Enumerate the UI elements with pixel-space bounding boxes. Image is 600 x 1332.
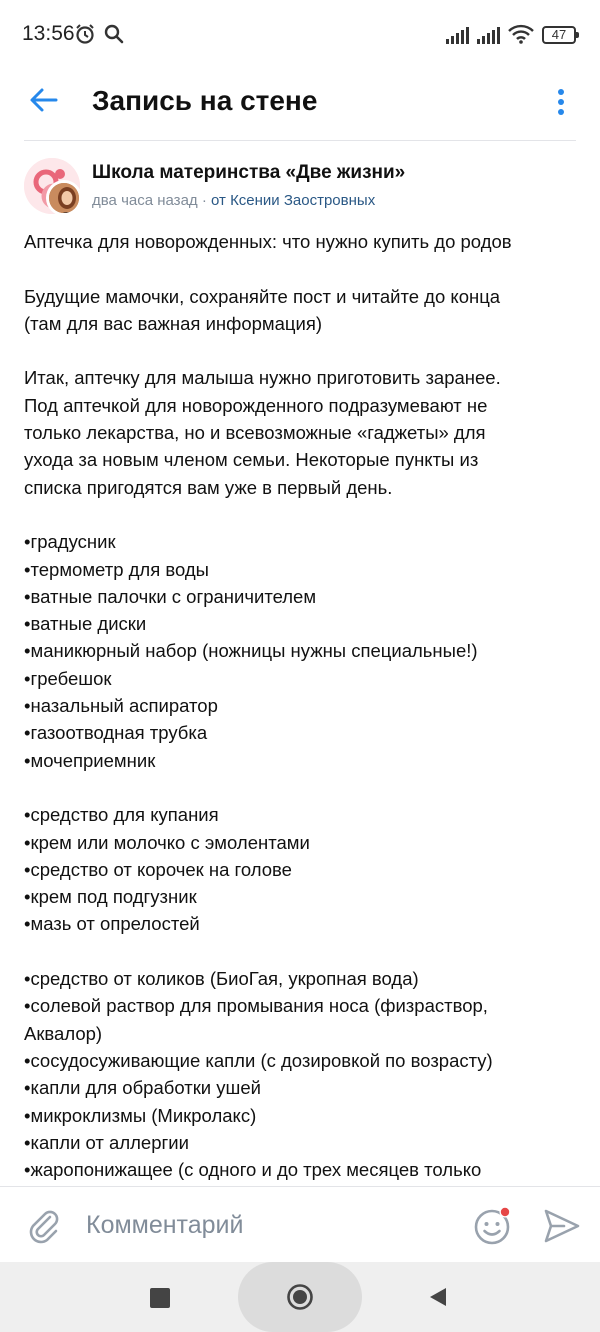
- more-vertical-icon[interactable]: [546, 84, 576, 120]
- post-text-line: •мазь от опрелостей: [24, 913, 200, 935]
- post-text-line: •средство для купания: [24, 804, 219, 826]
- post-text-line: •жаропонижащее (с одного и до трех месяцев только: [24, 1159, 482, 1181]
- post-text-line: Аптечка для новорожденных: что нужно купить до родов: [24, 231, 512, 252]
- post-text-line: •средство от коликов (БиоГая, укропная вода): [24, 968, 419, 990]
- paragraph-gap: [24, 501, 576, 528]
- arrow-left-icon[interactable]: [26, 82, 62, 118]
- paragraph-gap: [24, 255, 576, 282]
- status-bar: [0, 0, 600, 72]
- page-title: Запись на стене: [92, 85, 318, 116]
- post-text-line: •микроклизмы (Микролакс): [24, 1104, 257, 1126]
- post-text-line: Аквалор): [24, 1022, 103, 1044]
- post-time: два часа назад: [92, 192, 198, 209]
- post-text: [24, 228, 576, 1186]
- post-from-link[interactable]: от Ксении Заостровных: [211, 192, 376, 209]
- comment-bar: [0, 1186, 600, 1262]
- battery-level: 47: [551, 27, 567, 42]
- post-text-line: •сосудосуживающие капли (с дозировкой по возрасту): [24, 1049, 493, 1071]
- home-icon[interactable]: [286, 1283, 314, 1311]
- paperclip-icon[interactable]: [24, 1205, 64, 1245]
- comment-input[interactable]: [86, 1203, 446, 1247]
- author-name[interactable]: Школа материнства «Две жизни»: [92, 162, 406, 183]
- post-text-line: •крем под подгузник: [24, 886, 197, 908]
- post-text-line: •термометр для воды: [24, 558, 209, 580]
- post-text-line: •капли для обработки ушей: [24, 1077, 261, 1099]
- post-text-line: только лекарства, но и всевозможные «гаджеты» для: [24, 422, 486, 444]
- emoji-icon[interactable]: [472, 1205, 514, 1247]
- post-text-line: списка пригодятся вам уже в первый день.: [24, 476, 393, 498]
- signal-icon: [477, 26, 500, 44]
- signal-icon: [446, 26, 469, 44]
- post-text-line: ухода за новым членом семьи. Некоторые пункты из: [24, 449, 479, 471]
- post-text-line: Будущие мамочки, сохраняйте пост и читайте до конца: [24, 285, 501, 307]
- post-text-line: •гребешок: [24, 667, 112, 689]
- paragraph-gap: [24, 938, 576, 965]
- post-author[interactable]: [24, 158, 576, 220]
- post-text-line: •газоотводная трубка: [24, 722, 208, 744]
- post-text-line: •ватные диски: [24, 613, 147, 635]
- status-indicators: [446, 24, 576, 44]
- post-text-line: Итак, аптечку для малыша нужно приготовить заранее.: [24, 367, 501, 389]
- post-text-line: •крем или молочко с эмолентами: [24, 831, 310, 853]
- send-icon[interactable]: [542, 1207, 582, 1245]
- person-photo-icon: [49, 183, 82, 216]
- alarm-icon: [74, 23, 96, 45]
- post-text-line: •ватные палочки с ограничителем: [24, 585, 317, 607]
- status-time: 13:56: [22, 22, 75, 45]
- search-icon: [104, 24, 124, 44]
- post-text-line: •маникюрный набор (ножницы нужны специальные!): [24, 640, 478, 662]
- post-text-line: •солевой раствор для промывания носа (физраствор,: [24, 995, 488, 1017]
- post-text-line: •мочеприемник: [24, 749, 156, 771]
- post-text-line: (там для вас важная информация): [24, 312, 323, 334]
- header-divider: [24, 140, 576, 141]
- author-avatar[interactable]: [46, 180, 82, 216]
- meta-separator: ·: [197, 192, 212, 209]
- post-text-line: •назальный аспиратор: [24, 695, 218, 717]
- paragraph-gap: [24, 337, 576, 364]
- system-nav-bar: [0, 1262, 600, 1332]
- post-text-line: •капли от аллергии: [24, 1131, 189, 1153]
- battery-icon: [542, 26, 576, 44]
- post-text-line: •средство от корочек на голове: [24, 858, 292, 880]
- paragraph-gap: [24, 774, 576, 801]
- post-text-line: •градусник: [24, 531, 116, 553]
- post-meta: [92, 192, 375, 209]
- recent-apps-icon[interactable]: [150, 1288, 170, 1308]
- back-triangle-icon[interactable]: [426, 1285, 450, 1309]
- wifi-icon: [508, 24, 534, 44]
- app-header: [0, 72, 600, 134]
- post-text-line: Под аптечкой для новорожденного подразумевают не: [24, 394, 488, 416]
